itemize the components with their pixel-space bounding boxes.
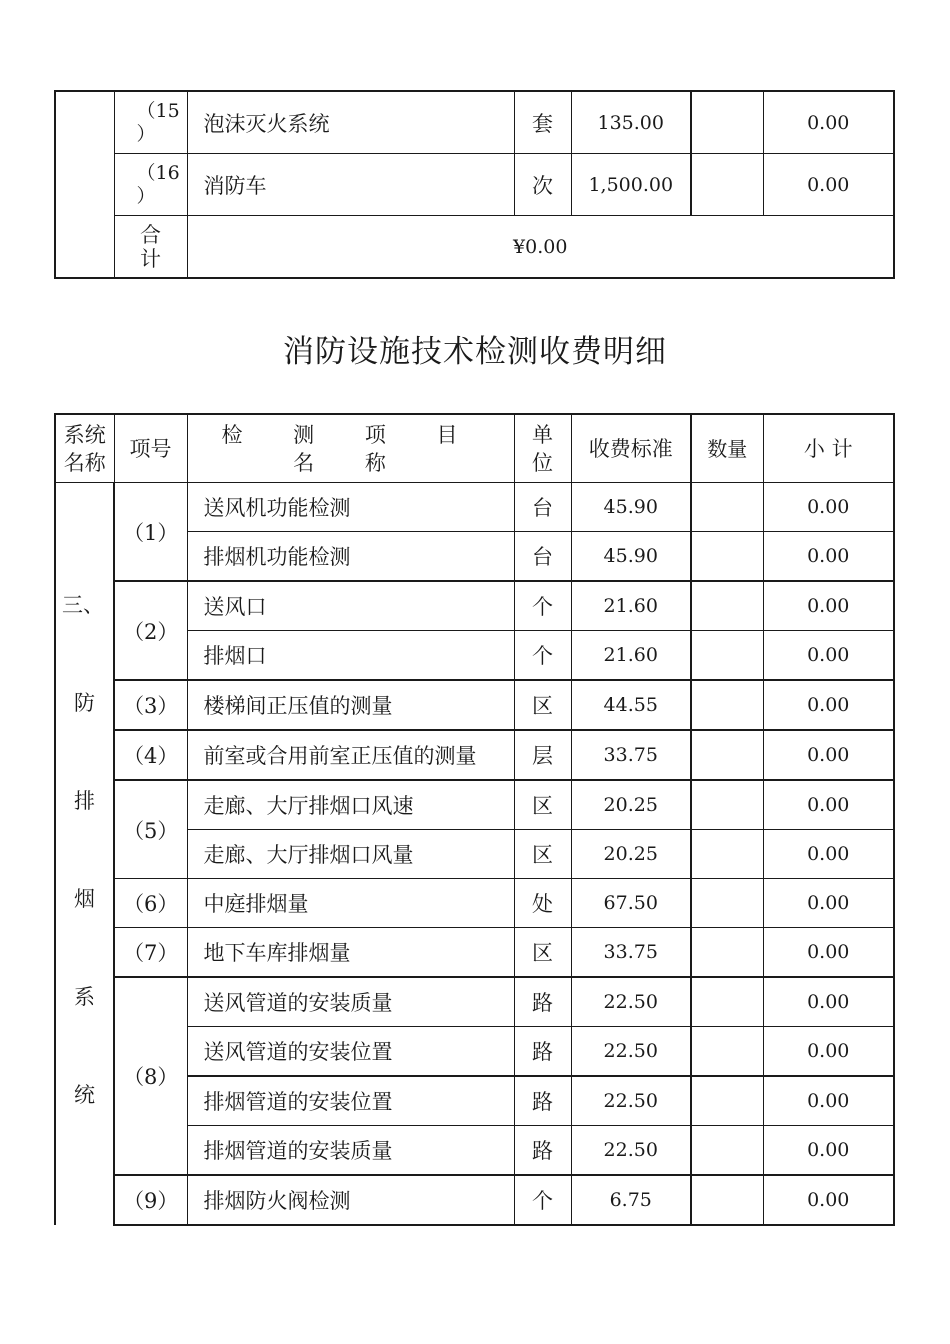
table-row	[55, 581, 894, 631]
item-subtotal: 0.00	[763, 780, 894, 830]
page-title: 消防设施技术检测收费明细	[283, 334, 667, 370]
item-subtotal: 0.00	[763, 680, 894, 730]
item-name: 消防车	[187, 154, 514, 216]
table-row	[55, 483, 894, 532]
item-price: 45.90	[571, 532, 691, 582]
table-row	[55, 780, 894, 830]
item-price: 20.25	[571, 830, 691, 879]
item-name: 送风管道的安装位置	[187, 1027, 514, 1077]
table-row	[55, 928, 894, 978]
item-number: （3）	[114, 680, 187, 730]
total-row	[55, 216, 894, 279]
item-number: （16 ）	[114, 154, 187, 216]
item-name: 地下车库排烟量	[187, 928, 514, 978]
item-subtotal: 0.00	[763, 631, 894, 681]
item-unit: 台	[514, 532, 571, 582]
item-price: 21.60	[571, 631, 691, 681]
item-unit: 路	[514, 1027, 571, 1077]
item-unit: 个	[514, 1175, 571, 1225]
item-name: 走廊、大厅排烟口风量	[187, 830, 514, 879]
item-unit: 个	[514, 581, 571, 631]
item-price: 21.60	[571, 581, 691, 631]
item-quantity	[691, 780, 763, 830]
system-char: 三、	[62, 593, 104, 617]
item-unit: 台	[514, 483, 571, 532]
item-number: （15 ）	[114, 91, 187, 154]
total-label: 合 计	[114, 216, 187, 279]
previous-fee-table	[54, 90, 895, 279]
item-subtotal: 0.00	[763, 1027, 894, 1077]
header-price: 收费标准	[571, 414, 691, 483]
item-quantity	[691, 879, 763, 928]
item-name: 排烟防火阀检测	[187, 1175, 514, 1225]
item-subtotal: 0.00	[763, 730, 894, 780]
system-char: 系	[74, 985, 95, 1009]
item-unit: 个	[514, 631, 571, 681]
item-price: 1,500.00	[571, 154, 691, 216]
item-subtotal: 0.00	[763, 581, 894, 631]
item-subtotal: 0.00	[763, 830, 894, 879]
item-name: 排烟管道的安装位置	[187, 1076, 514, 1126]
item-subtotal: 0.00	[763, 879, 894, 928]
item-price: 44.55	[571, 680, 691, 730]
item-quantity	[691, 1076, 763, 1126]
header-item-name-text: 检 测 项 目 名 称	[221, 422, 480, 475]
item-subtotal: 0.00	[763, 483, 894, 532]
header-subtotal: 小 计	[763, 414, 894, 483]
header-item-number: 项号	[114, 414, 187, 483]
item-price: 22.50	[571, 977, 691, 1027]
item-quantity	[691, 532, 763, 582]
item-quantity	[691, 1126, 763, 1176]
item-unit: 区	[514, 780, 571, 830]
item-unit: 次	[514, 154, 571, 216]
item-subtotal: 0.00	[763, 154, 894, 216]
item-name: 楼梯间正压值的测量	[187, 680, 514, 730]
item-quantity	[691, 91, 763, 154]
item-price: 20.25	[571, 780, 691, 830]
item-name: 排烟机功能检测	[187, 532, 514, 582]
item-name: 送风机功能检测	[187, 483, 514, 532]
item-unit: 处	[514, 879, 571, 928]
system-char: 烟	[74, 887, 95, 911]
item-quantity	[691, 830, 763, 879]
item-number: （8）	[114, 977, 187, 1175]
item-number: （1）	[114, 483, 187, 582]
item-number: （2）	[114, 581, 187, 680]
table-header-row	[55, 414, 894, 483]
item-price: 22.50	[571, 1076, 691, 1126]
table-row	[55, 680, 894, 730]
item-unit: 路	[514, 977, 571, 1027]
item-number: （5）	[114, 780, 187, 879]
item-number: （4）	[114, 730, 187, 780]
system-char: 防	[74, 691, 95, 715]
item-subtotal: 0.00	[763, 91, 894, 154]
item-name: 中庭排烟量	[187, 879, 514, 928]
header-unit: 单 位	[514, 414, 571, 483]
item-price: 45.90	[571, 483, 691, 532]
item-price: 22.50	[571, 1126, 691, 1176]
item-name: 送风口	[187, 581, 514, 631]
item-price: 6.75	[571, 1175, 691, 1225]
header-system-name: 系统 名称	[55, 414, 114, 483]
system-char: 统	[74, 1083, 95, 1107]
table-row	[55, 977, 894, 1027]
item-price: 135.00	[571, 91, 691, 154]
item-subtotal: 0.00	[763, 928, 894, 978]
header-item-name	[187, 414, 514, 483]
item-name: 送风管道的安装质量	[187, 977, 514, 1027]
system-char: 排	[74, 789, 95, 813]
item-number: （6）	[114, 879, 187, 928]
item-quantity	[691, 977, 763, 1027]
item-quantity	[691, 1027, 763, 1077]
item-quantity	[691, 680, 763, 730]
item-name: 泡沫灭火系统	[187, 91, 514, 154]
item-name: 排烟管道的安装质量	[187, 1126, 514, 1176]
table-row	[55, 91, 894, 154]
table-row	[55, 730, 894, 780]
item-quantity	[691, 483, 763, 532]
header-quantity: 数量	[691, 414, 763, 483]
item-subtotal: 0.00	[763, 1175, 894, 1225]
item-quantity	[691, 730, 763, 780]
item-name: 排烟口	[187, 631, 514, 681]
item-subtotal: 0.00	[763, 1126, 894, 1176]
system-name-cell	[55, 91, 114, 278]
fee-detail-table	[54, 413, 895, 1226]
item-price: 22.50	[571, 1027, 691, 1077]
item-unit: 区	[514, 928, 571, 978]
table-row	[55, 1175, 894, 1225]
total-value: ¥0.00	[187, 216, 894, 279]
system-name-cell	[55, 483, 114, 1226]
item-price: 33.75	[571, 730, 691, 780]
item-subtotal: 0.00	[763, 532, 894, 582]
item-unit: 区	[514, 830, 571, 879]
table-row	[55, 154, 894, 216]
item-number: （9）	[114, 1175, 187, 1225]
item-name: 前室或合用前室正压值的测量	[187, 730, 514, 780]
item-quantity	[691, 631, 763, 681]
item-subtotal: 0.00	[763, 977, 894, 1027]
item-subtotal: 0.00	[763, 1076, 894, 1126]
item-quantity	[691, 928, 763, 978]
item-name: 走廊、大厅排烟口风速	[187, 780, 514, 830]
item-price: 33.75	[571, 928, 691, 978]
item-unit: 层	[514, 730, 571, 780]
item-unit: 路	[514, 1126, 571, 1176]
item-price: 67.50	[571, 879, 691, 928]
item-unit: 套	[514, 91, 571, 154]
table-row	[55, 879, 894, 928]
item-quantity	[691, 154, 763, 216]
item-unit: 路	[514, 1076, 571, 1126]
item-quantity	[691, 1175, 763, 1225]
item-quantity	[691, 581, 763, 631]
item-unit: 区	[514, 680, 571, 730]
item-number: （7）	[114, 928, 187, 978]
